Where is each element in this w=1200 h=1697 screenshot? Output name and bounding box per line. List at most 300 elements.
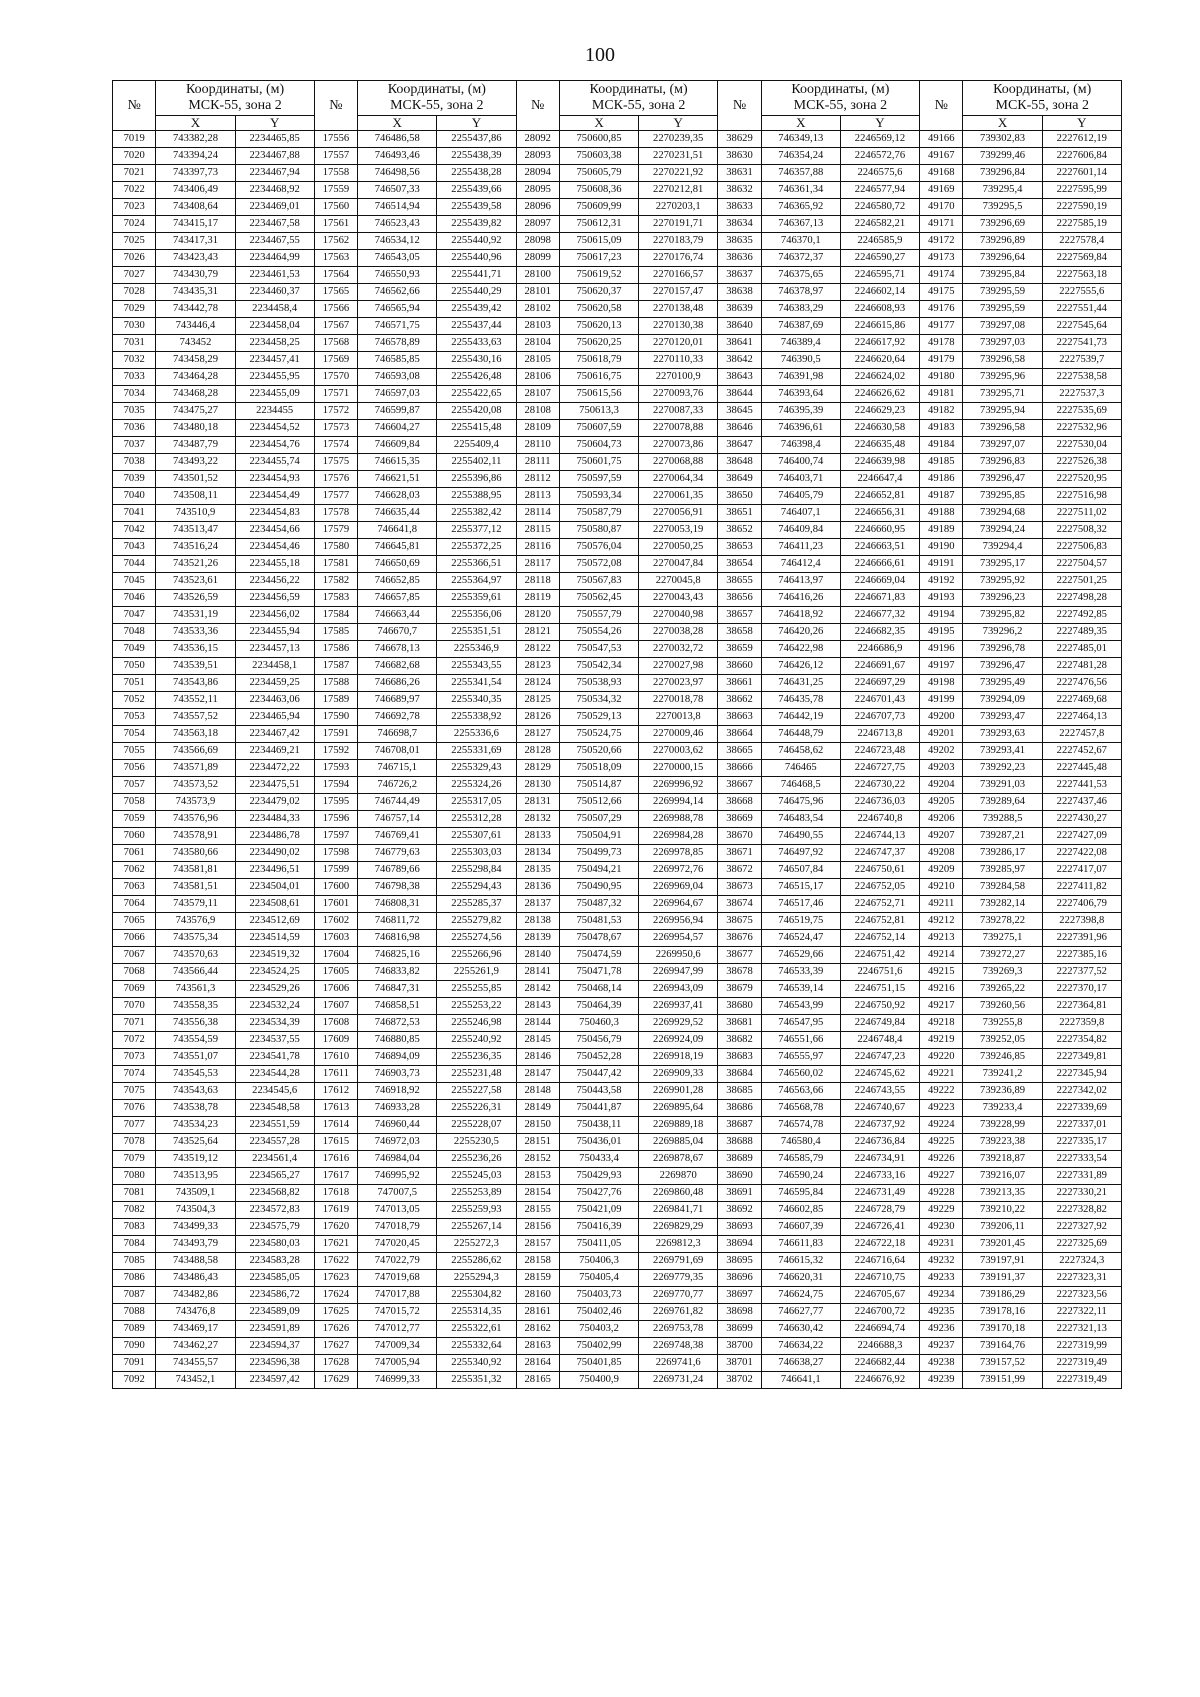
coord-x: 739228,99 — [963, 1117, 1042, 1134]
header-x: X — [156, 116, 235, 131]
point-number: 7074 — [113, 1066, 156, 1083]
coord-y: 2234594,37 — [235, 1338, 314, 1355]
coord-x: 746798,38 — [358, 879, 437, 896]
coord-y: 2227585,19 — [1042, 216, 1121, 233]
coord-y: 2255279,82 — [437, 913, 516, 930]
coord-x: 743499,33 — [156, 1219, 235, 1236]
header-x: X — [559, 116, 638, 131]
coord-y: 2270000,15 — [639, 760, 718, 777]
table-row — [113, 335, 1122, 352]
point-number: 28111 — [516, 454, 559, 471]
point-number: 17609 — [314, 1032, 357, 1049]
coord-x: 746609,84 — [358, 437, 437, 454]
table-row — [113, 522, 1122, 539]
coord-x: 739295,96 — [963, 369, 1042, 386]
coord-x: 750619,52 — [559, 267, 638, 284]
coord-x: 750464,39 — [559, 998, 638, 1015]
point-number: 28155 — [516, 1202, 559, 1219]
coord-x: 746585,85 — [358, 352, 437, 369]
point-number: 38640 — [718, 318, 761, 335]
coord-x: 743566,44 — [156, 964, 235, 981]
coord-y: 2227370,17 — [1042, 981, 1121, 998]
point-number: 38664 — [718, 726, 761, 743]
table-row — [113, 1100, 1122, 1117]
coord-x: 747017,88 — [358, 1287, 437, 1304]
header-y: Y — [840, 116, 919, 131]
coord-y: 2255439,42 — [437, 301, 516, 318]
coord-y: 2255226,31 — [437, 1100, 516, 1117]
coord-y: 2227411,82 — [1042, 879, 1121, 896]
point-number: 38651 — [718, 505, 761, 522]
coord-x: 739295,5 — [963, 199, 1042, 216]
coord-x: 746757,14 — [358, 811, 437, 828]
point-number: 38646 — [718, 420, 761, 437]
coord-y: 2227590,19 — [1042, 199, 1121, 216]
coord-y: 2255346,9 — [437, 641, 516, 658]
point-number: 38633 — [718, 199, 761, 216]
point-number: 7062 — [113, 862, 156, 879]
point-number: 28128 — [516, 743, 559, 760]
header-coordinates — [559, 81, 717, 116]
header-number: № — [113, 81, 156, 131]
point-number: 7089 — [113, 1321, 156, 1338]
coord-y: 2234575,79 — [235, 1219, 314, 1236]
coord-x: 739292,23 — [963, 760, 1042, 777]
coord-x: 746523,43 — [358, 216, 437, 233]
coord-y: 2227551,44 — [1042, 301, 1121, 318]
point-number: 7050 — [113, 658, 156, 675]
point-number: 38642 — [718, 352, 761, 369]
point-number: 17616 — [314, 1151, 357, 1168]
coord-y: 2269812,3 — [639, 1236, 718, 1253]
coord-x: 746692,78 — [358, 709, 437, 726]
coord-x: 746611,83 — [761, 1236, 840, 1253]
coord-y: 2227406,79 — [1042, 896, 1121, 913]
coord-x: 746497,92 — [761, 845, 840, 862]
point-number: 7066 — [113, 930, 156, 947]
point-number: 49172 — [920, 233, 963, 250]
point-number: 28096 — [516, 199, 559, 216]
coord-x: 746578,89 — [358, 335, 437, 352]
coord-x: 746519,75 — [761, 913, 840, 930]
coord-x: 750507,29 — [559, 811, 638, 828]
coord-x: 739293,63 — [963, 726, 1042, 743]
header-coordinates — [963, 81, 1122, 116]
point-number: 17613 — [314, 1100, 357, 1117]
table-row — [113, 743, 1122, 760]
coord-y: 2270027,98 — [639, 658, 718, 675]
point-number: 28123 — [516, 658, 559, 675]
coord-x: 739265,22 — [963, 981, 1042, 998]
coord-x: 743415,17 — [156, 216, 235, 233]
coord-x: 750615,56 — [559, 386, 638, 403]
point-number: 28125 — [516, 692, 559, 709]
point-number: 28105 — [516, 352, 559, 369]
coord-y: 2227339,69 — [1042, 1100, 1121, 1117]
coord-y: 2270100,9 — [639, 369, 718, 386]
point-number: 38666 — [718, 760, 761, 777]
coord-x: 746354,24 — [761, 148, 840, 165]
coord-y: 2234551,59 — [235, 1117, 314, 1134]
point-number: 17601 — [314, 896, 357, 913]
coord-x: 743513,95 — [156, 1168, 235, 1185]
table-row — [113, 1134, 1122, 1151]
coord-x: 739297,03 — [963, 335, 1042, 352]
coord-y: 2270053,19 — [639, 522, 718, 539]
coord-y: 2246569,12 — [840, 131, 919, 148]
coord-x: 746533,39 — [761, 964, 840, 981]
table-row — [113, 845, 1122, 862]
coord-x: 746580,4 — [761, 1134, 840, 1151]
coord-y: 2234454,83 — [235, 505, 314, 522]
coord-x: 746517,46 — [761, 896, 840, 913]
point-number: 49168 — [920, 165, 963, 182]
coord-x: 743557,52 — [156, 709, 235, 726]
coord-y: 2269860,48 — [639, 1185, 718, 1202]
coord-x: 743446,4 — [156, 318, 235, 335]
coord-y: 2227539,7 — [1042, 352, 1121, 369]
header-x: X — [761, 116, 840, 131]
coord-x: 746448,79 — [761, 726, 840, 743]
coord-y: 2246620,64 — [840, 352, 919, 369]
point-number: 7057 — [113, 777, 156, 794]
point-number: 7086 — [113, 1270, 156, 1287]
coord-x: 746422,98 — [761, 641, 840, 658]
point-number: 49167 — [920, 148, 963, 165]
coord-y: 2246630,58 — [840, 420, 919, 437]
point-number: 7083 — [113, 1219, 156, 1236]
coord-y: 2227319,49 — [1042, 1355, 1121, 1372]
coord-y: 2234454,76 — [235, 437, 314, 454]
coord-x: 743493,22 — [156, 454, 235, 471]
coord-x: 739295,92 — [963, 573, 1042, 590]
point-number: 17621 — [314, 1236, 357, 1253]
coord-y: 2227417,07 — [1042, 862, 1121, 879]
point-number: 17600 — [314, 879, 357, 896]
point-number: 49180 — [920, 369, 963, 386]
point-number: 49208 — [920, 845, 963, 862]
coord-x: 746524,47 — [761, 930, 840, 947]
coord-x: 746405,79 — [761, 488, 840, 505]
table-row — [113, 879, 1122, 896]
point-number: 28164 — [516, 1355, 559, 1372]
coord-x: 750460,3 — [559, 1015, 638, 1032]
coord-x: 743581,81 — [156, 862, 235, 879]
coord-x: 746880,85 — [358, 1032, 437, 1049]
coord-y: 2227354,82 — [1042, 1032, 1121, 1049]
point-number: 38647 — [718, 437, 761, 454]
coord-y: 2234457,41 — [235, 352, 314, 369]
coord-x: 750607,59 — [559, 420, 638, 437]
coord-y: 2234463,06 — [235, 692, 314, 709]
coord-y: 2234519,32 — [235, 947, 314, 964]
coord-x: 739284,58 — [963, 879, 1042, 896]
coord-y: 2246723,48 — [840, 743, 919, 760]
point-number: 28102 — [516, 301, 559, 318]
coord-y: 2270003,62 — [639, 743, 718, 760]
coord-y: 2234467,94 — [235, 165, 314, 182]
point-number: 49203 — [920, 760, 963, 777]
table-row — [113, 675, 1122, 692]
coord-x: 739233,4 — [963, 1100, 1042, 1117]
coord-x: 746493,46 — [358, 148, 437, 165]
point-number: 28126 — [516, 709, 559, 726]
coord-x: 743545,53 — [156, 1066, 235, 1083]
coord-y: 2227323,31 — [1042, 1270, 1121, 1287]
point-number: 49177 — [920, 318, 963, 335]
coord-x: 743573,9 — [156, 794, 235, 811]
coord-x: 746465 — [761, 760, 840, 777]
coord-x: 739295,59 — [963, 301, 1042, 318]
coord-x: 746490,55 — [761, 828, 840, 845]
coord-x: 743435,31 — [156, 284, 235, 301]
coord-y: 2246590,27 — [840, 250, 919, 267]
table-row — [113, 1032, 1122, 1049]
coord-y: 2255228,07 — [437, 1117, 516, 1134]
point-number: 17559 — [314, 182, 357, 199]
coord-y: 2234454,49 — [235, 488, 314, 505]
coord-y: 2269994,14 — [639, 794, 718, 811]
coord-y: 2234545,6 — [235, 1083, 314, 1100]
point-number: 38641 — [718, 335, 761, 352]
point-number: 28138 — [516, 913, 559, 930]
coord-x: 747015,72 — [358, 1304, 437, 1321]
table-row — [113, 403, 1122, 420]
coord-y: 2246572,76 — [840, 148, 919, 165]
table-row — [113, 913, 1122, 930]
coord-x: 746995,92 — [358, 1168, 437, 1185]
coord-y: 2227606,84 — [1042, 148, 1121, 165]
coord-x: 750400,9 — [559, 1372, 638, 1389]
coord-y: 2234467,88 — [235, 148, 314, 165]
coord-y: 2227319,49 — [1042, 1372, 1121, 1389]
coord-x: 747022,79 — [358, 1253, 437, 1270]
coord-y: 2255409,4 — [437, 437, 516, 454]
point-number: 49232 — [920, 1253, 963, 1270]
coord-y: 2255294,43 — [437, 879, 516, 896]
point-number: 38654 — [718, 556, 761, 573]
point-number: 38634 — [718, 216, 761, 233]
coord-y: 2246660,95 — [840, 522, 919, 539]
coord-y: 2246748,4 — [840, 1032, 919, 1049]
point-number: 28148 — [516, 1083, 559, 1100]
coord-y: 2255253,22 — [437, 998, 516, 1015]
point-number: 17566 — [314, 301, 357, 318]
coord-x: 746960,44 — [358, 1117, 437, 1134]
coord-x: 746383,29 — [761, 301, 840, 318]
coord-x: 747020,45 — [358, 1236, 437, 1253]
coord-x: 746602,85 — [761, 1202, 840, 1219]
coord-x: 739296,83 — [963, 454, 1042, 471]
point-number: 17611 — [314, 1066, 357, 1083]
coord-x: 750433,4 — [559, 1151, 638, 1168]
coord-y: 2255294,3 — [437, 1270, 516, 1287]
point-number: 38683 — [718, 1049, 761, 1066]
coord-x: 746442,19 — [761, 709, 840, 726]
coord-x: 746999,33 — [358, 1372, 437, 1389]
coord-x: 743408,64 — [156, 199, 235, 216]
coord-y: 2227464,13 — [1042, 709, 1121, 726]
coord-x: 746515,17 — [761, 879, 840, 896]
coord-y: 2269741,6 — [639, 1355, 718, 1372]
point-number: 49198 — [920, 675, 963, 692]
coord-x: 750406,3 — [559, 1253, 638, 1270]
coord-x: 746543,99 — [761, 998, 840, 1015]
table-row — [113, 369, 1122, 386]
coord-x: 746628,03 — [358, 488, 437, 505]
coord-x: 743561,3 — [156, 981, 235, 998]
point-number: 49174 — [920, 267, 963, 284]
coord-y: 2270047,84 — [639, 556, 718, 573]
coord-y: 2269950,6 — [639, 947, 718, 964]
coord-x: 746604,27 — [358, 420, 437, 437]
coord-y: 2234465,94 — [235, 709, 314, 726]
coord-x: 750609,99 — [559, 199, 638, 216]
point-number: 49195 — [920, 624, 963, 641]
coord-y: 2255396,86 — [437, 471, 516, 488]
coord-y: 2255439,58 — [437, 199, 516, 216]
point-number: 38673 — [718, 879, 761, 896]
coord-x: 739295,82 — [963, 607, 1042, 624]
coord-y: 2246740,8 — [840, 811, 919, 828]
point-number: 17622 — [314, 1253, 357, 1270]
coord-y: 2269943,09 — [639, 981, 718, 998]
point-number: 7069 — [113, 981, 156, 998]
point-number: 17592 — [314, 743, 357, 760]
point-number: 38699 — [718, 1321, 761, 1338]
point-number: 7076 — [113, 1100, 156, 1117]
point-number: 7078 — [113, 1134, 156, 1151]
coord-x: 743556,38 — [156, 1015, 235, 1032]
coord-y: 2255227,58 — [437, 1083, 516, 1100]
coord-y: 2255331,69 — [437, 743, 516, 760]
coord-y: 2227437,46 — [1042, 794, 1121, 811]
point-number: 7063 — [113, 879, 156, 896]
coord-y: 2227555,6 — [1042, 284, 1121, 301]
point-number: 28150 — [516, 1117, 559, 1134]
coord-x: 750456,79 — [559, 1032, 638, 1049]
coord-x: 746574,78 — [761, 1117, 840, 1134]
coord-x: 750534,32 — [559, 692, 638, 709]
coord-x: 747018,79 — [358, 1219, 437, 1236]
coord-y: 2269909,33 — [639, 1066, 718, 1083]
point-number: 7019 — [113, 131, 156, 148]
header-coordinate-system: МСК-55, зона 2 — [995, 98, 1089, 113]
table-row — [113, 284, 1122, 301]
coord-x: 746972,03 — [358, 1134, 437, 1151]
coord-y: 2255340,35 — [437, 692, 516, 709]
table-row — [113, 318, 1122, 335]
coord-x: 750438,11 — [559, 1117, 638, 1134]
coord-y: 2234456,59 — [235, 590, 314, 607]
point-number: 17556 — [314, 131, 357, 148]
coord-x: 743510,9 — [156, 505, 235, 522]
table-row — [113, 352, 1122, 369]
coord-x: 750576,04 — [559, 539, 638, 556]
point-number: 28151 — [516, 1134, 559, 1151]
coord-x: 750587,79 — [559, 505, 638, 522]
point-number: 38648 — [718, 454, 761, 471]
coord-y: 2246656,31 — [840, 505, 919, 522]
table-row — [113, 811, 1122, 828]
coord-x: 746894,09 — [358, 1049, 437, 1066]
coord-x: 746407,1 — [761, 505, 840, 522]
coord-y: 2255240,92 — [437, 1032, 516, 1049]
point-number: 17619 — [314, 1202, 357, 1219]
coord-x: 739295,85 — [963, 488, 1042, 505]
point-number: 49221 — [920, 1066, 963, 1083]
coord-y: 2255372,25 — [437, 539, 516, 556]
point-number: 17564 — [314, 267, 357, 284]
coord-y: 2227359,8 — [1042, 1015, 1121, 1032]
coord-y: 2227530,04 — [1042, 437, 1121, 454]
coord-x: 746468,5 — [761, 777, 840, 794]
coord-x: 750421,09 — [559, 1202, 638, 1219]
point-number: 7073 — [113, 1049, 156, 1066]
coord-y: 2227335,17 — [1042, 1134, 1121, 1151]
coord-y: 2246682,35 — [840, 624, 919, 641]
table-row — [113, 131, 1122, 148]
coord-x: 746641,1 — [761, 1372, 840, 1389]
coord-x: 746744,49 — [358, 794, 437, 811]
point-number: 28094 — [516, 165, 559, 182]
header-coordinate-system: МСК-55, зона 2 — [390, 98, 484, 113]
coord-y: 2255437,44 — [437, 318, 516, 335]
coord-y: 2227578,4 — [1042, 233, 1121, 250]
table-row — [113, 1151, 1122, 1168]
point-number: 38695 — [718, 1253, 761, 1270]
coord-y: 2246635,48 — [840, 437, 919, 454]
coord-y: 2234467,55 — [235, 233, 314, 250]
coord-x: 746486,58 — [358, 131, 437, 148]
coord-y: 2255388,95 — [437, 488, 516, 505]
point-number: 38682 — [718, 1032, 761, 1049]
point-number: 49236 — [920, 1321, 963, 1338]
point-number: 38650 — [718, 488, 761, 505]
point-number: 38635 — [718, 233, 761, 250]
coord-x: 746833,82 — [358, 964, 437, 981]
coord-y: 2269996,92 — [639, 777, 718, 794]
point-number: 28156 — [516, 1219, 559, 1236]
coord-x: 746550,93 — [358, 267, 437, 284]
point-number: 28133 — [516, 828, 559, 845]
point-number: 49212 — [920, 913, 963, 930]
point-number: 7084 — [113, 1236, 156, 1253]
coord-y: 2234583,28 — [235, 1253, 314, 1270]
coord-y: 2269870 — [639, 1168, 718, 1185]
coord-x: 746872,53 — [358, 1015, 437, 1032]
point-number: 38653 — [718, 539, 761, 556]
coord-y: 2234459,25 — [235, 675, 314, 692]
coord-y: 2270203,1 — [639, 199, 718, 216]
coord-y: 2234475,51 — [235, 777, 314, 794]
point-number: 38687 — [718, 1117, 761, 1134]
coord-x: 743442,78 — [156, 301, 235, 318]
coord-x: 750616,75 — [559, 369, 638, 386]
coord-x: 739178,16 — [963, 1304, 1042, 1321]
point-number: 49170 — [920, 199, 963, 216]
point-number: 17557 — [314, 148, 357, 165]
coord-x: 750481,53 — [559, 913, 638, 930]
coord-x: 743486,43 — [156, 1270, 235, 1287]
coord-x: 746615,32 — [761, 1253, 840, 1270]
coord-y: 2227516,98 — [1042, 488, 1121, 505]
point-number: 7065 — [113, 913, 156, 930]
coord-x: 746621,51 — [358, 471, 437, 488]
point-number: 7043 — [113, 539, 156, 556]
coord-y: 2234457,13 — [235, 641, 314, 658]
coord-x: 746670,7 — [358, 624, 437, 641]
